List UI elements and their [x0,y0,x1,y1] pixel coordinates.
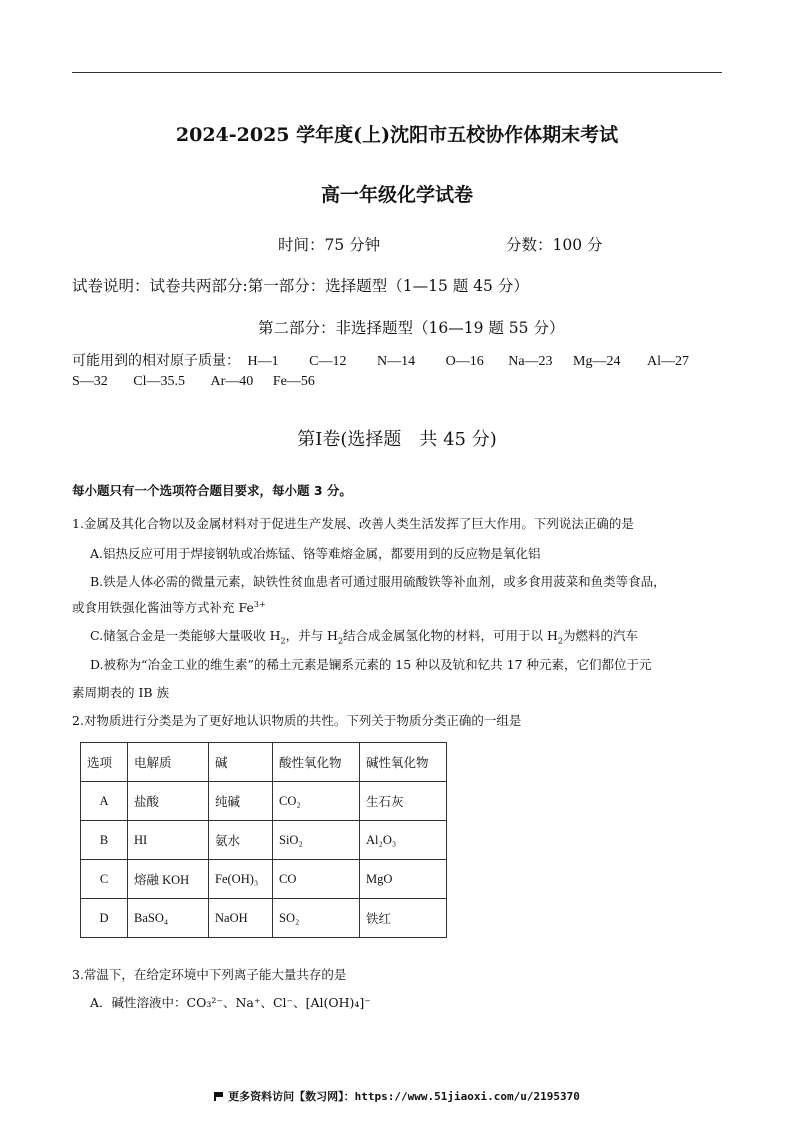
table-cell: 盐酸 [128,782,209,821]
atom-mass: C—12 [309,354,347,369]
option-c-part: 结合成金属氢化物的材料，可用于以 H [343,628,558,643]
charge-superscript: 3+ [253,599,266,609]
question-1-option-b-text: 或食用铁强化酱油等方式补充 Fe [72,600,254,615]
exam-time: 时间：75 分钟 [278,236,381,254]
header-rule [72,72,722,73]
question-3-stem: 3.常温下，在给定环境中下列离子能大量共存的是 [72,967,347,982]
classification-table [80,742,447,938]
table-cell: CO₂ [273,782,360,821]
question-1-option-d-line2: 素周期表的 IB 族 [72,685,170,700]
option-c-part: 为燃料的汽车 [563,628,639,643]
table-row [81,899,447,938]
atomic-masses-label: 可能用到的相对原子质量： [72,354,240,369]
atom-mass: Cl—35.5 [133,374,186,389]
table-cell: HI [128,821,209,860]
flag-icon [214,1092,224,1101]
atom-mass: Na—23 [508,354,553,369]
question-1-option-c [90,626,638,646]
table-row [81,821,447,860]
atom-mass: H—1 [247,354,279,369]
atom-mass: S—32 [72,374,108,389]
question-2-stem: 2.对物质进行分类是为了更好地认识物质的共性。下列关于物质分类正确的一组是 [72,713,522,728]
table-cell: 纯碱 [209,782,273,821]
table-row [81,782,447,821]
question-1-option-a: A.铝热反应可用于焊接钢轨或冶炼锰、铬等难熔金属，都要用到的反应物是氧化铝 [90,546,541,561]
table-header-cell: 碱性氧化物 [360,743,447,782]
question-1-option-d-line1: D.被称为“冶金工业的维生素”的稀土元素是镧系元素的 15 种以及钪和钇共 17 种元素，它们都位于元 [90,657,652,672]
table-cell: Fe(OH)₃ [209,860,273,899]
table-cell: 熔融 KOH [128,860,209,899]
exam-description-line2: 第二部分：非选择题型（16—19 题 55 分） [258,319,565,337]
table-cell: BaSO₄ [128,899,209,938]
footer-link[interactable]: 更多资料访问【数习网】：https://www.51jiaoxi.com/u/2195370 [228,1090,580,1103]
atom-mass: Ar—40 [210,374,254,389]
table-cell: C [81,860,128,899]
subscript: 2 [280,636,286,646]
footer-link-line[interactable] [0,1088,794,1104]
question-3-option-a: A．碱性溶液中：CO₃²⁻、Na⁺、Cl⁻、[Al(OH)₄]⁻ [90,995,371,1010]
table-cell: D [81,899,128,938]
atomic-masses-line1 [72,350,689,370]
table-cell: SO₂ [273,899,360,938]
table-cell: 铁红 [360,899,447,938]
table-header-cell: 电解质 [128,743,209,782]
atom-mass: Fe—56 [272,374,315,389]
section-instruction: 每小题只有一个选项符合题目要求，每小题 3 分。 [72,483,352,498]
table-cell: B [81,821,128,860]
table-cell: MgO [360,860,447,899]
section-title: 第Ⅰ卷(选择题 共 45 分) [297,429,497,450]
table-cell: A [81,782,128,821]
exam-description-line1: 试卷说明：试卷共两部分:第一部分：选择题型（1—15 题 45 分） [72,277,529,295]
exam-title: 2024-2025 学年度(上)沈阳市五校协作体期末考试 [175,124,619,146]
option-c-part: ，并与 H [285,628,338,643]
table-cell: 生石灰 [360,782,447,821]
table-cell: 氨水 [209,821,273,860]
table-cell: SiO₂ [273,821,360,860]
atom-mass: N—14 [376,354,416,369]
question-1-option-b-line2 [72,598,266,616]
table-header-cell: 酸性氧化物 [273,743,360,782]
atom-mass: O—16 [445,354,484,369]
table-header-cell: 选项 [81,743,128,782]
table-row [81,860,447,899]
subscript: 2 [557,636,563,646]
table-header-cell: 碱 [209,743,273,782]
table-cell: CO [273,860,360,899]
question-1-stem: 1.金属及其化合物以及金属材料对于促进生产发展、改善人类生活发挥了巨大作用。下列说法正确的是 [72,516,634,531]
question-1-option-b-line1: B.铁是人体必需的微量元素，缺铁性贫血患者可通过服用硫酸铁等补血剂，或多食用菠菜和鱼类等食品， [90,574,666,589]
table-cell: NaOH [209,899,273,938]
atom-mass: Mg—24 [573,354,621,369]
subscript: 2 [337,636,344,646]
option-c-part: C.储氢合金是一类能够大量吸收 H [90,628,281,643]
exam-score: 分数：100 分 [506,236,603,254]
exam-subtitle: 高一年级化学试卷 [320,184,473,206]
table-header-row [81,743,447,782]
table-cell: Al₂O₃ [360,821,447,860]
atom-mass: Al—27 [647,354,689,369]
atomic-masses-line2 [72,374,315,390]
